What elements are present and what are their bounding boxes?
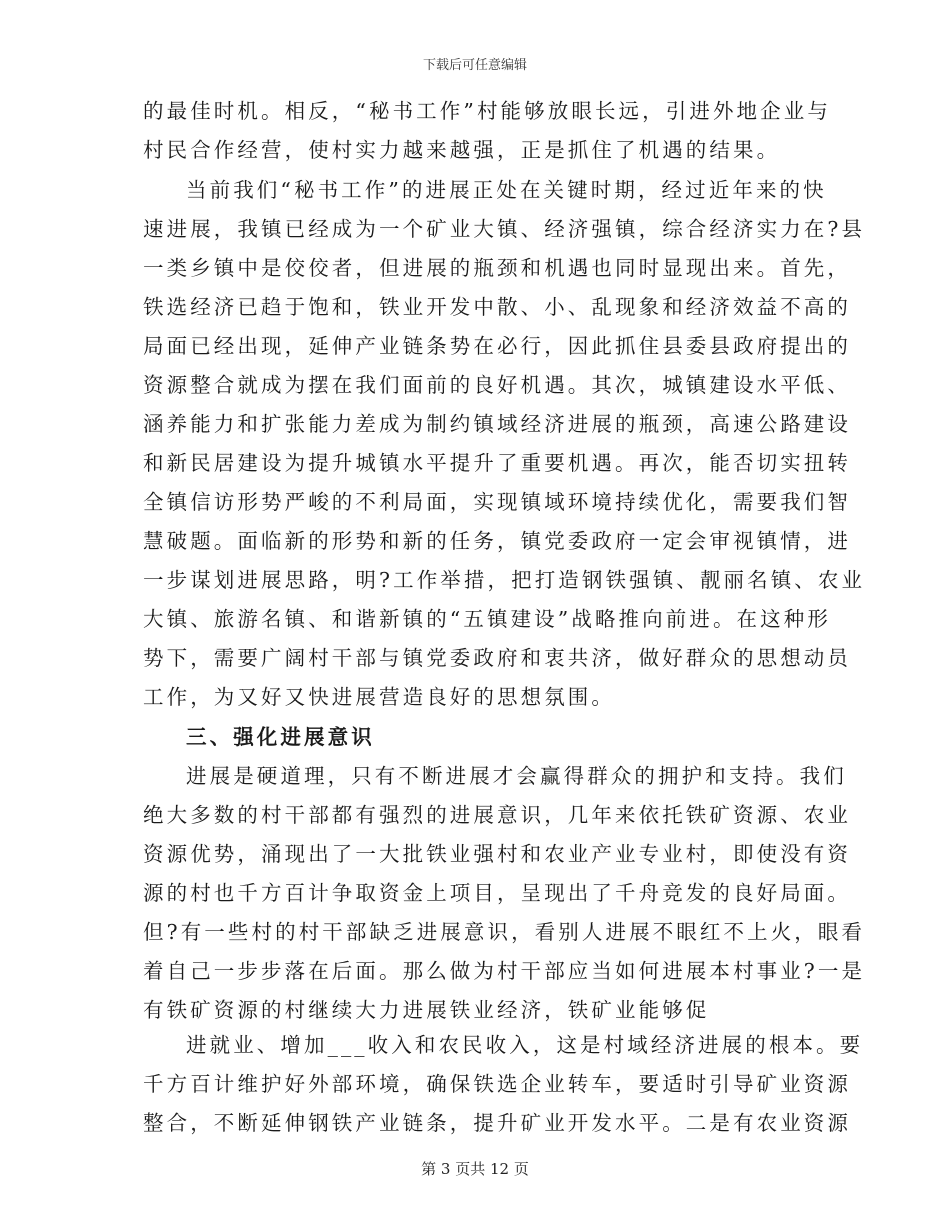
paragraph-line: 一步谋划进展思路，明?工作举措，把打造钢铁强镇、靓丽名镇、农业 [143,568,866,592]
paragraph-line: 势下，需要广阔村干部与镇党委政府和衷共济，做好群众的思想动员 [143,646,851,670]
paragraph-line: 着自己一步步落在后面。那么做为村干部应当如何进展本村事业?一是 [143,959,866,983]
paragraph-line: 资源整合就成为摆在我们面前的良好机遇。其次，城镇建设水平低、 [143,373,851,397]
paragraph-line: 速进展，我镇已经成为一个矿业大镇、经济强镇，综合经济实力在?县 [143,217,866,241]
paragraph-line: 慧破题。面临新的形势和新的任务，镇党委政府一定会审视镇情，进 [143,529,851,553]
paragraph-line: 大镇、旅游名镇、和谐新镇的“五镇建设”战略推向前进。在这种形 [143,607,831,631]
paragraph-line: 涵养能力和扩张能力差成为制约镇域经济进展的瓶颈，高速公路建设 [143,412,851,436]
page-footer: 第 3 页共 12 页 [421,1160,529,1178]
paragraph-line: 的最佳时机。相反，“秘书工作”村能够放眼长远，引进外地企业与 [143,99,831,123]
page-header: 下载后可任意编辑 [422,58,527,73]
paragraph-line: 资源优势，涌现出了一大批铁业强村和农业产业专业村，即使没有资 [143,842,851,866]
paragraph-line: 一类乡镇中是佼佼者，但进展的瓶颈和机遇也同时显现出来。首先， [143,256,851,280]
paragraph-line: 工作，为又好又快进展营造良好的思想氛围。 [143,685,615,709]
paragraph-line: 进展是硬道理，只有不断进展才会赢得群众的拥护和支持。我们 [186,764,847,788]
paragraph-line: 村民合作经营，使村实力越来越强，正是抓住了机遇的结果。 [143,138,781,162]
paragraph-line: 铁选经济已趋于饱和，铁业开发中散、小、乱现象和经济效益不高的 [143,295,851,319]
paragraph-line: 整合，不断延伸钢铁产业链条，提升矿业开发水平。二是有农业资源 [143,1111,851,1135]
paragraph-line: 千方百计维护好外部环境，确保铁选企业转车，要适时引导矿业资源 [143,1072,851,1096]
paragraph-line: 当前我们“秘书工作”的进展正处在关键时期，经过近年来的快 [186,178,827,202]
paragraph-line: 源的村也千方百计争取资金上项目，呈现出了千舟竞发的良好局面。 [143,881,851,905]
paragraph-line: 但?有一些村的村干部缺乏进展意识，看别人进展不眼红不上火，眼看 [143,920,866,944]
paragraph-line: 局面已经出现，延伸产业链条势在必行，因此抓住县委县政府提出的 [143,334,851,358]
paragraph-line: 全镇信访形势严峻的不利局面，实现镇域环境持续优化，需要我们智 [143,490,851,514]
paragraph-line: 和新民居建设为提升城镇水平提升了重要机遇。再次，能否切实扭转 [143,451,851,475]
section-heading: 三、强化进展意识 [186,725,375,749]
paragraph-line: 绝大多数的村干部都有强烈的进展意识，几年来依托铁矿资源、农业 [143,803,851,827]
paragraph-line: 进就业、增加___收入和农民收入，这是村域经济进展的根本。要 [186,1033,864,1057]
paragraph-line: 有铁矿资源的村继续大力进展铁业经济，铁矿业能够促 [143,998,710,1022]
